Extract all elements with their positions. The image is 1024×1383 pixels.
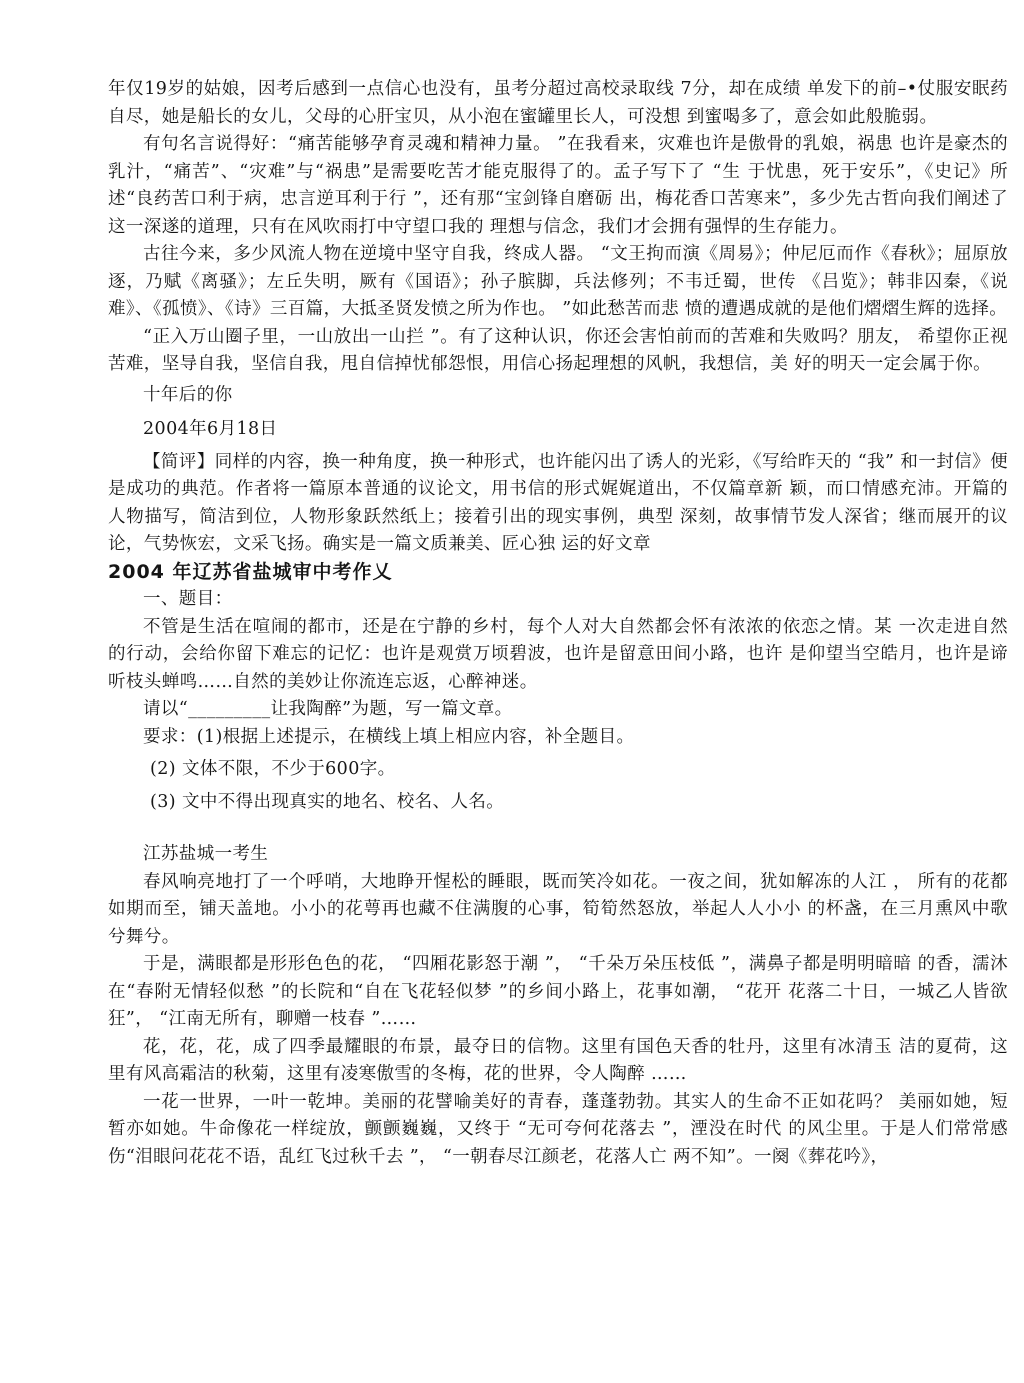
section-heading: 2004 年辽苏省盐城审中考作乂 [108, 560, 393, 583]
prompt-paragraph: 不管是生活在喧闹的都市，还是在宁静的乡村，每个人对大自然都会怀有浓浓的依恋之情。某 一次走进自然的行动，会给你留下难忘的记忆：也许是观赏万顷碧波，也许是留意田间小路，也许 是仰望当空皓月，也许是谛听枝头蝉鸣……自然的美妙让你流连忘返，心醉神迷。 [108, 616, 1008, 692]
requirement-2: (2) 文体不限，不少于600字。 [150, 759, 396, 779]
essay-paragraph-1: 年仅19岁的姑娘，因考后感到一点信心也没有，虽考分超过高校录取线 7分，却在成绩 单发下的前–•仗服安眠药自尽，她是船长的女儿，父母的心肝宝贝，从小泡在蜜罐里长人，可没想 到蜜喝多了，意会如此般脆弱。 [108, 79, 1008, 127]
letter-date: 2004年6月18日 [143, 419, 278, 439]
requirement-1: 要求：(1)根据上述提示，在横线上填上相应内容，补全题目。 [143, 726, 635, 747]
essay-paragraph-4: “正入万山圈子里，一山放出一山拦 ”。有了这种认识，你还会害怕前而的苦难和失败吗？朋友， 希望你正视苦难，坚导自我，坚信自我，甩自信掉忧郁怨恨，用信心扬起理想的风帆，我想信，美 好的明天一定会属于你。 [108, 326, 1008, 374]
review-paragraph: 【简评】同样的内容，换一种角度，换一种形式，也许能闪出了诱人的光彩，《写给昨天的 “我” 和一封信》便是成功的典范。作者将一篇原本普通的议论文，用书信的形式娓娓道出，不仅篇章新 颖，而口情感充沛。开篇的人物描写，简洁到位，人物形象跃然纸上；接着引出的现实事例，典型 深刻，故事情节发人深省；继而展开的议论，气势恢宏，文采飞扬。确实是一篇文质兼美、匠心独 运的好文章 [108, 451, 1008, 554]
essay-paragraph-2: 有句名言说得好：“痛苦能够孕育灵魂和精神力量。 ”在我看来，灾难也许是傲骨的乳娘，祸患 也许是豪杰的乳汁，“痛苦”、“灾难”与“祸患”是需要吃苦才能克服得了的。孟子写下了 “生 于忧患，死于安乐”，《史记》所述“良药苦口利于病，忠言逆耳利于行 ”，还有那“宝剑锋自磨砺 出，梅花香口苦寒来”，多少先古哲向我们阐述了这一深遂的道理，只有在风吹雨打中守望口我的 理想与信念，我们才会拥有强悍的生存能力。 [108, 134, 1008, 237]
essay-author: 江苏盐城一考生 [143, 844, 269, 864]
letter-signature: 十年后的你 [143, 384, 233, 405]
essay2-paragraph-1: 春风响亮地打了一个呼哨，大地睁开惺松的睡眼，既而笑冷如花。一夜之间，犹如解冻的人江 ， 所有的花都如期而至，铺天盖地。小小的花萼再也藏不住满腹的心事，筍筍然怒放，举起人人小小 的杯盏，在三月熏风中歌兮舞兮。 [108, 871, 1008, 947]
title-instruction: 请以“_________让我陶醉”为题，写一篇文章。 [143, 699, 513, 719]
spacer [108, 819, 1008, 841]
essay2-paragraph-3: 花，花，花，成了四季最耀眼的布景，最夺日的信物。这里有国色天香的牡丹，这里有冰清玉 洁的夏荷，这里有风高霜洁的秋菊，这里有凌寒傲雪的冬梅，花的世界，令人陶醉 …… [108, 1036, 1008, 1084]
essay2-paragraph-2: 于是，满眼都是形形色色的花， “四厢花影怒于潮 ”， “千朵万朵压枝低 ”，满鼻子都是明明暗暗 的香，濡沐在“春附无情轻似愁 ”的长院和“自在飞花轻似梦 ”的乡间小路上，花事如潮， “花开 花落二十日，一城乙人皆欲狂”， “江南无所有，聊赠一枝春 ”…… [108, 954, 1008, 1029]
topic-label: 一、题目： [143, 589, 233, 609]
essay-paragraph-3: 古往今来，多少风流人物在逆境中坚守自我，终成人器。 “文王拘而演《周易》；仲尼厄而作《春秋》；屈原放逐，乃赋《离骚》；左丘失明，厥有《国语》；孙子膑脚，兵法修列；不韦迁蜀，世传 《吕览》；韩非囚秦，《说难》、《孤愤》、《诗》三百篇，大抵圣贤发愤之所为作也。 ”如此愁苦而悲 愤的遭遇成就的是他们熠熠生辉的选择。 [108, 244, 1008, 319]
requirement-3: (3) 文中不得出现真实的地名、校名、人名。 [150, 792, 505, 812]
essay2-paragraph-4: 一花一世界，一叶一乾坤。美丽的花譬喻美好的青春，蓬蓬勃勃。其实人的生命不正如花吗？ 美丽如她，短暂亦如她。牛命像花一样绽放，颤颤巍巍，又终于 “无可夸何花落去 ”，湮没在时代 的风尘里。于是人们常常感伤“泪眼问花花不语，乱红飞过秋千去 ”， “一朝春尽江颜老，花落人亡 两不知”。一阕《葬花吟》， [108, 1091, 1008, 1167]
